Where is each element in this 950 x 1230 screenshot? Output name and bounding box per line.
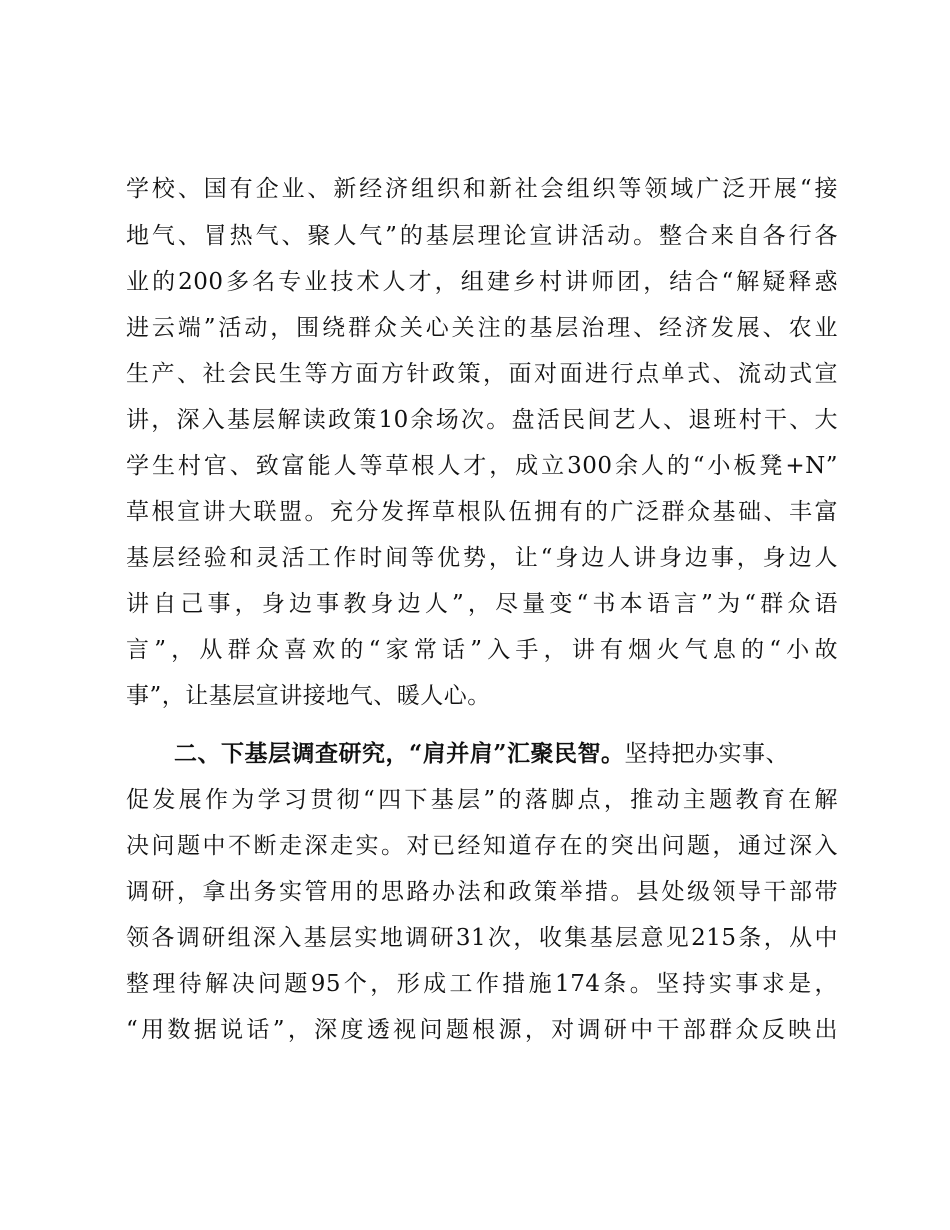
paragraph2-first-line-rest: 坚持把办实事、 [624,741,789,767]
paragraph1-line-4: 进云端”活动，围绕群众关心关注的基层治理、经济发展、农业 [126,315,838,341]
paragraph1-line-10: 讲自己事，身边事教身边人”，尽量变“书本语言”为“群众语 [126,591,838,617]
paragraph2-line-4: 调研，拿出务实管用的思路办法和政策举措。县处级领导干部带 [126,879,838,905]
section-heading: 二、下基层调查研究，“肩并肩”汇聚民智。 [174,740,625,767]
paragraph2-line-7: “用数据说话”，深度透视问题根源，对调研中干部群众反映出 [126,1017,838,1043]
paragraph2-line-1 [174,740,789,768]
paragraph2-line-6: 整理待解决问题95个，形成工作措施174条。坚持实事求是， [126,971,838,997]
paragraph1-line-7: 学生村官、致富能人等草根人才，成立300余人的“小板凳+N” [126,453,838,479]
paragraph1-line-12: 事”，让基层宣讲接地气、暖人心。 [126,683,491,709]
paragraph2-line-5: 领各调研组深入基层实地调研31次，收集基层意见215条，从中 [126,925,838,951]
paragraph1-line-2: 地气、冒热气、聚人气”的基层理论宣讲活动。整合来自各行各 [126,223,838,249]
paragraph2-line-2: 促发展作为学习贯彻“四下基层”的落脚点，推动主题教育在解 [126,787,838,813]
paragraph1-line-11: 言”，从群众喜欢的“家常话”入手，讲有烟火气息的“小故 [126,637,838,663]
paragraph1-line-8: 草根宣讲大联盟。充分发挥草根队伍拥有的广泛群众基础、丰富 [126,499,838,525]
paragraph1-line-9: 基层经验和灵活工作时间等优势，让“身边人讲身边事，身边人 [126,545,838,571]
paragraph1-line-5: 生产、社会民生等方面方针政策，面对面进行点单式、流动式宣 [126,361,838,387]
paragraph2-line-3: 决问题中不断走深走实。对已经知道存在的突出问题，通过深入 [126,833,838,859]
paragraph1-line-1: 学校、国有企业、新经济组织和新社会组织等领域广泛开展“接 [126,176,838,202]
paragraph1-line-3: 业的200多名专业技术人才，组建乡村讲师团，结合“解疑释惑 [126,269,838,295]
paragraph1-line-6: 讲，深入基层解读政策10余场次。盘活民间艺人、退班村干、大 [126,407,838,433]
